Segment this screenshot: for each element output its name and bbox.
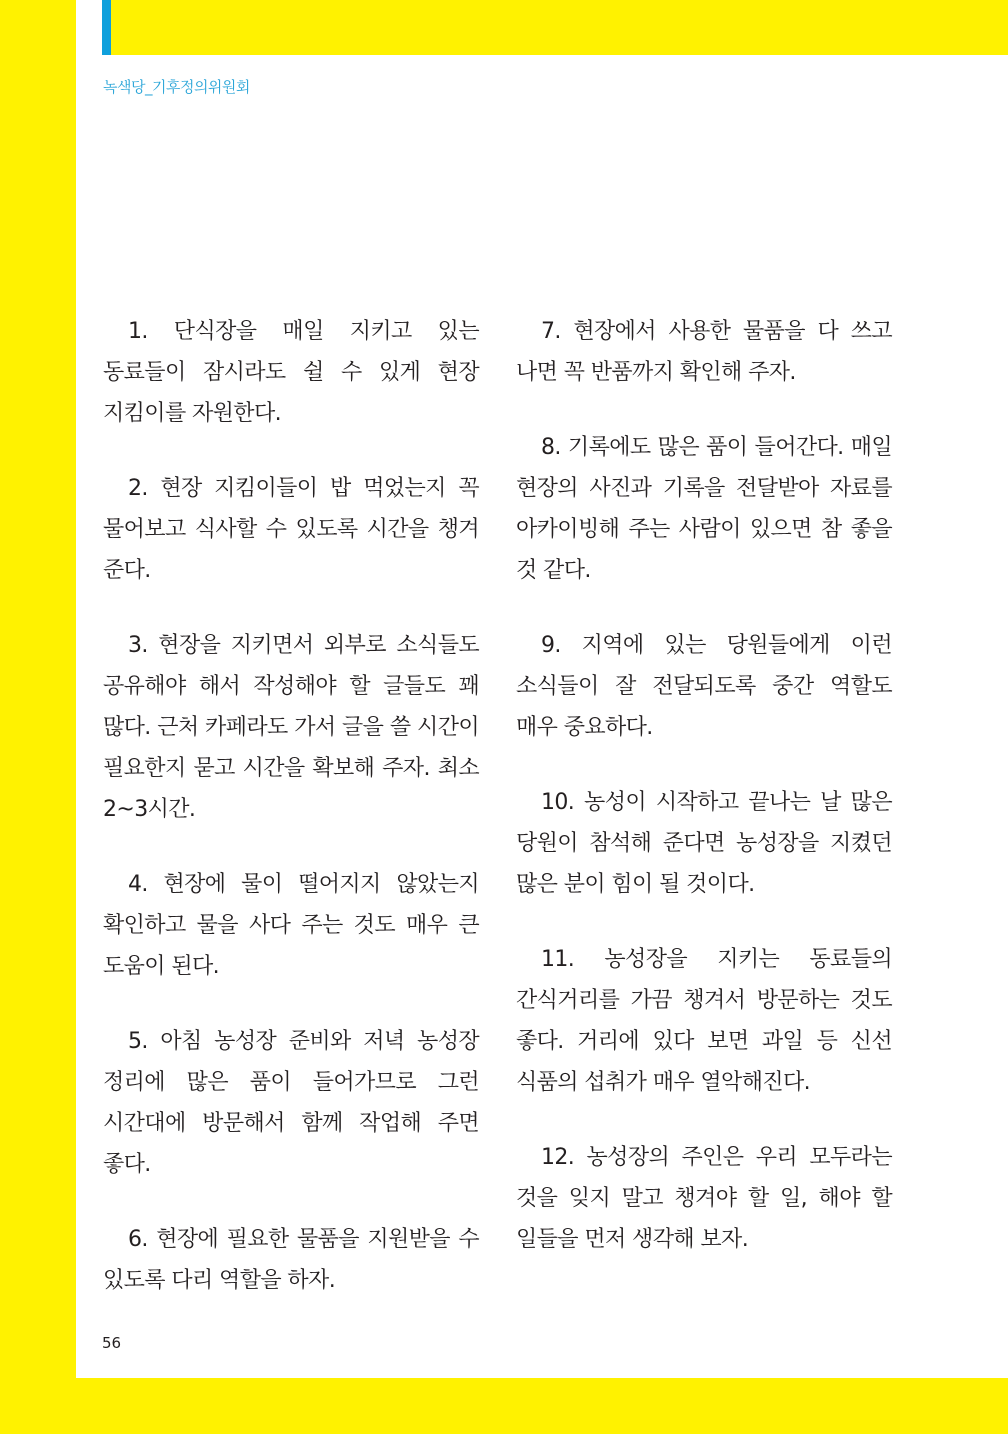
running-head: 녹색당_기후정의위원회	[103, 78, 250, 96]
top-accent-stripe	[102, 0, 111, 55]
list-item-4: 4. 현장에 물이 떨어지지 않았는지 확인하고 물을 사다 주는 것도 매우 큰 도움이 된다.	[103, 872, 479, 979]
list-item-7: 7. 현장에서 사용한 물품을 다 쓰고 나면 꼭 반품까지 확인해 주자.	[516, 319, 892, 385]
top-color-bar	[111, 0, 1008, 55]
list-item-2: 2. 현장 지킴이들이 밥 먹었는지 꼭 물어보고 식사할 수 있도록 시간을 챙겨 준다.	[103, 476, 479, 583]
list-item-9: 9. 지역에 있는 당원들에게 이런 소식들이 잘 전달되도록 중간 역할도 매우 중요하다.	[516, 633, 892, 740]
list-item-6: 6. 현장에 필요한 물품을 지원받을 수 있도록 다리 역할을 하자.	[103, 1227, 479, 1293]
left-column	[103, 311, 479, 1335]
page-number: 56	[102, 1334, 122, 1352]
list-item-12: 12. 농성장의 주인은 우리 모두라는 것을 잊지 말고 챙겨야 할 일, 해야 할 일들을 먼저 생각해 보자.	[516, 1145, 892, 1252]
list-item-8: 8. 기록에도 많은 품이 들어간다. 매일 현장의 사진과 기록을 전달받아 자료를 아카이빙해 주는 사람이 있으면 참 좋을 것 같다.	[516, 435, 892, 583]
list-item-3: 3. 현장을 지키면서 외부로 소식들도 공유해야 해서 작성해야 할 글들도 꽤 많다. 근처 카페라도 가서 글을 쓸 시간이 필요한지 묻고 시간을 확보해 주자. 최소 2~3시간.	[103, 633, 479, 822]
list-item-5: 5. 아침 농성장 준비와 저녁 농성장 정리에 많은 품이 들어가므로 그런 시간대에 방문해서 함께 작업해 주면 좋다.	[103, 1029, 479, 1177]
list-item-10: 10. 농성이 시작하고 끝나는 날 많은 당원이 참석해 준다면 농성장을 지켰던 많은 분이 힘이 될 것이다.	[516, 790, 892, 897]
list-item-1: 1. 단식장을 매일 지키고 있는 동료들이 잠시라도 쉴 수 있게 현장 지킴이를 자원한다.	[103, 319, 479, 426]
right-column	[516, 311, 892, 1294]
list-item-11: 11. 농성장을 지키는 동료들의 간식거리를 가끔 챙겨서 방문하는 것도 좋다. 거리에 있다 보면 과일 등 신선 식품의 섭취가 매우 열악해진다.	[516, 947, 892, 1095]
